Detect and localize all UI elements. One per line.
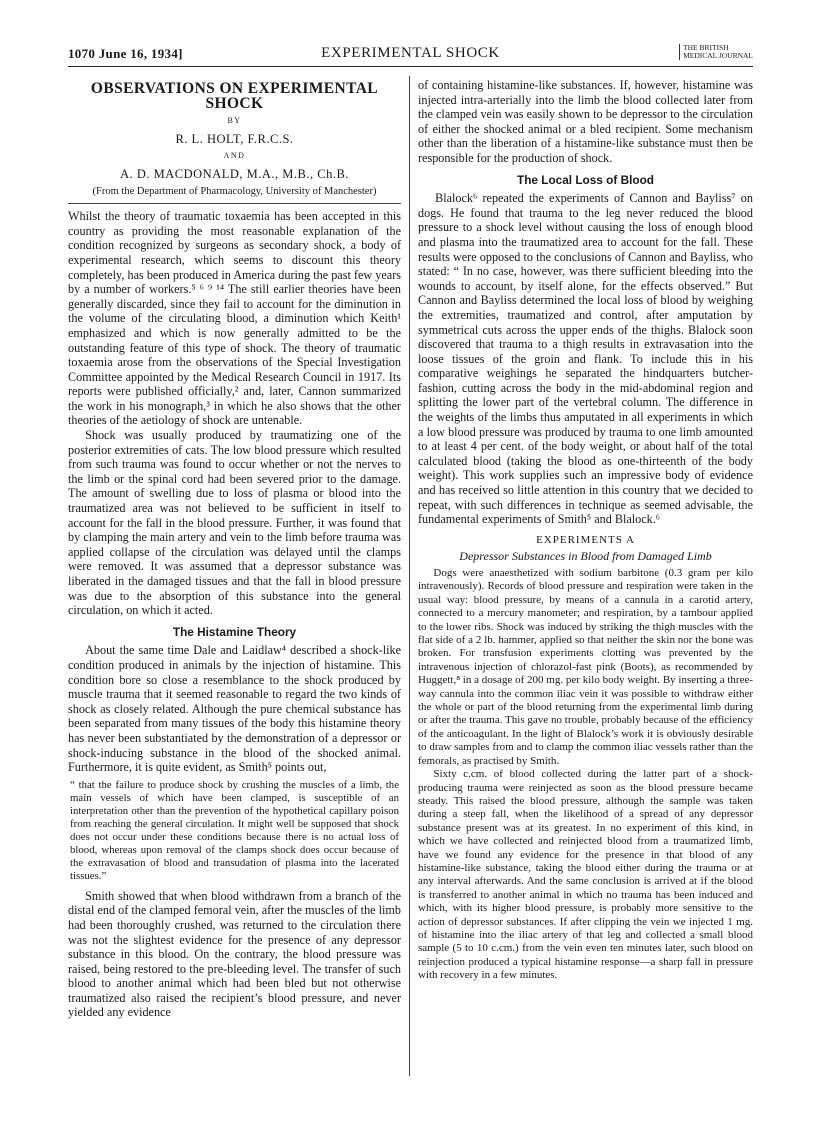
paragraph: Dogs were anaesthetized with sodium barbitone (0.3 gram per kilo intravenously). Records of blood pressure and respiration were taken in the usual way: blood pressure, by means of a cannula in a carotid artery, connected to a mercury manometer; and respiration, by a tambour applied to the lower ribs. Shock was induced by striking the thigh muscles with the flat side of a 2 lb. hammer, applied so that neither the skin nor the bone was broken. For transfusion experiments clotting was prevented by the intravenous injection of chlorazol-fast pink (Boots), as recommended by Huggett,⁸ in a dosage of 200 mg. per kilo body weight. By inserting a three-way cannula into the common iliac vein it was possible to withdraw either the whole or part of the blood returning from the experimental limb during or after the trauma. This gave no trouble, probably because of the efficiency of the anticoagulant. In the light of Blalock’s work it is obviously desirable to draw samples from and to clamp the common iliac vessels rather than the femorals, as practised by Smith. xyxy=(418,567,753,767)
page-date: 1070 June 16, 1934] xyxy=(68,46,183,61)
running-header xyxy=(68,44,753,66)
author-1: R. L. HOLT, F.R.C.S. xyxy=(175,131,294,146)
section-heading: The Local Loss of Blood xyxy=(517,172,654,187)
paragraph: Shock was usually produced by traumatizing one of the posterior extremities of cats. The low blood pressure which resulted from such trauma was found to occur whether or not the nerves to the limb or the spinal cord had been severed prior to the damage. The amount of swelling due to loss of plasma or blood into the traumatized area was not believed to be sufficient in itself to account for the fall in the blood pressure. Further, it was found that by clamping the main artery and vein to the limb before trauma was applied collapse of the circulation was delayed until the clamps were removed. It was assumed that a depressor substance was liberated in the damaged tissues and that the fall in blood pressure was due to the absorption of this substance into the general circulation, on which it acted. xyxy=(68,428,401,618)
paragraph: About the same time Dale and Laidlaw⁴ described a shock-like condition produced in animals by the injection of histamine. This condition bore so close a resemblance to the shock produced by muscle trauma that it seemed reasonable to regard the two kinds of shock as closely related. Although the pure chemical substance has been separated from many tissues of the body this histamine theory has never been substantiated by the demonstration of a depressor or shock-inducing substance in the blood of the shocked animal. Furthermore, it is quite evident, as Smith⁵ points out, xyxy=(68,643,401,775)
article-title: OBSERVATIONS ON EXPERIMENTAL SHOCK xyxy=(90,80,379,112)
subheading: Depressor Substances in Blood from Damaged Limb xyxy=(459,549,712,564)
block-quote: “ that the failure to produce shock by crushing the muscles of a limb, the main vessels of which have been clamped, is susceptible of an interpretation other than the prevention of the hypothetical capillary poison from reaching the general circulation. It might well be supposed that shock does not occur under these conditions because there is no actual loss of blood, whereas upon removal of the clamps shock does occur because of the extravasation of blood and transudation of plasma into the lacerated tissues.” xyxy=(70,778,399,882)
affiliation: (From the Department of Pharmacology, University of Manchester) xyxy=(92,185,377,197)
running-title: EXPERIMENTAL SHOCK xyxy=(321,45,500,61)
paragraph: Sixty c.cm. of blood collected during the latter part of a shock-producing trauma were reinjected as soon as the blood pressure became steady. This raised the blood pressure, although the sample was taken during a steep fall, when the likelihood of a spread of any depressor substance present was at its greatest. In no experiment of this kind, in which we have collected and reinjected blood from a traumatized limb, have we found any evidence for the presence in that blood of any histamine-like substance, taking the blood either during the trauma or at any interval afterwards. And the same conclusion is arrived at if the blood is transferred to another animal in which no trauma has been induced and which, with its higher blood pressure, is probably more sensitive to the action of depressor substances. If after clipping the vein we injected 1 mg. of histamine into the iliac artery of that leg and collected a small blood sample (5 to 10 c.cm.) from the vein even ten minutes later, such blood on reinjection produced a typical histamine response—a sharp fall in pressure with recovery in a few minutes. xyxy=(418,768,753,982)
experiments-heading: EXPERIMENTS A xyxy=(536,533,635,546)
section-heading: The Histamine Theory xyxy=(172,624,297,639)
journal-line-2: MEDICAL JOURNAL xyxy=(683,51,753,60)
author-2: A. D. MACDONALD, M.A., M.B., Ch.B. xyxy=(120,166,349,181)
paragraph: Blalock⁶ repeated the experiments of Cannon and Bayliss⁷ on dogs. He found that trauma to the leg never reduced the blood pressure to a shock level without causing the loss of enough blood and plasma into the traumatized area to account for the fall. These results were opposed to the conclusions of Cannon and Bayliss, who stated: “ In no case, however, was there sufficient bleeding into the wounds to account, by itself alone, for the effects observed.” But Cannon and Bayliss determined the local loss of blood by weighing the extremities, traumatized and control, after amputation by symmetrical cuts across the upper ends of the thighs. Blalock soon discovered that trauma to a thigh results in extravasation into the loose tissues of the groin and flank. To include this in his comparative weighings he separated the hindquarters butcher-fashion, cutting across the body in the mid-abdominal region and splitting the lower part of the vertebral column. The difference in the weights of the limbs thus amputated in all experiments in which a low blood pressure was produced by trauma to one limb amounted to at least 4 per cent. of the body weight, or about half of the total calculated blood (taking the blood as one-thirteenth of the body weight). This work supplies such an impressive body of evidence and has received so little attention in this country that we decided to repeat, with such differences in technique as seemed advisable, the fundamental experiments of Smith⁵ and Blalock.⁶ xyxy=(418,191,753,527)
header-rule xyxy=(68,66,753,67)
paragraph: of containing histamine-like substances. If, however, histamine was injected intra-arterially into the limb the blood collected later from the clamped vein was easily shown to be depressor to the circulation of either the shocked animal or a bled recipient. Some mechanism other than the liberation of a histamine-like substance must then be responsible for the production of shock. xyxy=(418,78,753,165)
paragraph: Smith showed that when blood withdrawn from a branch of the distal end of the clamped femoral vein, after the muscles of the limb had been thoroughly crushed, was returned to the circulation there was not the slightest evidence for the presence of any depressor substance in this blood. On the contrary, the blood pressure was raised, being restored to the pre-bleeding level. The transfer of such blood to another animal which had been bled but not otherwise traumatized also raised the recipient’s blood pressure, and never yielded any evidence xyxy=(68,888,401,1020)
by-line: BY xyxy=(227,116,242,126)
right-column xyxy=(418,78,753,983)
journal-mark xyxy=(679,44,753,60)
journal-line-1: THE BRITISH xyxy=(683,43,729,52)
column-rule xyxy=(409,76,410,1076)
title-rule xyxy=(68,203,401,204)
left-column xyxy=(68,78,401,1020)
paragraph: Whilst the theory of traumatic toxaemia has been accepted in this country as providing the most reasonable explanation of the condition recognized by surgeons as secondary shock, a body of experimental research, which seems to discount this theory completely, has been produced in America during the past few years by a number of workers.⁵ ⁶ ⁹ ¹⁴ The still earlier theories have been generally discarded, since they fail to account for the diminution in the volume of the circulating blood, a diminution which Keith¹ emphasized and which is now generally admitted to be the outstanding feature of this type of shock. The theory of traumatic toxaemia arose from the observations of the Special Investigation Committee appointed by the Medical Research Council in 1917. Its reports were published officially,² and, later, Cannon summarized the work in his monograph,³ in which he also shows that the other theories of the aetiology of shock are untenable. xyxy=(68,209,401,428)
and-line: AND xyxy=(223,151,246,161)
